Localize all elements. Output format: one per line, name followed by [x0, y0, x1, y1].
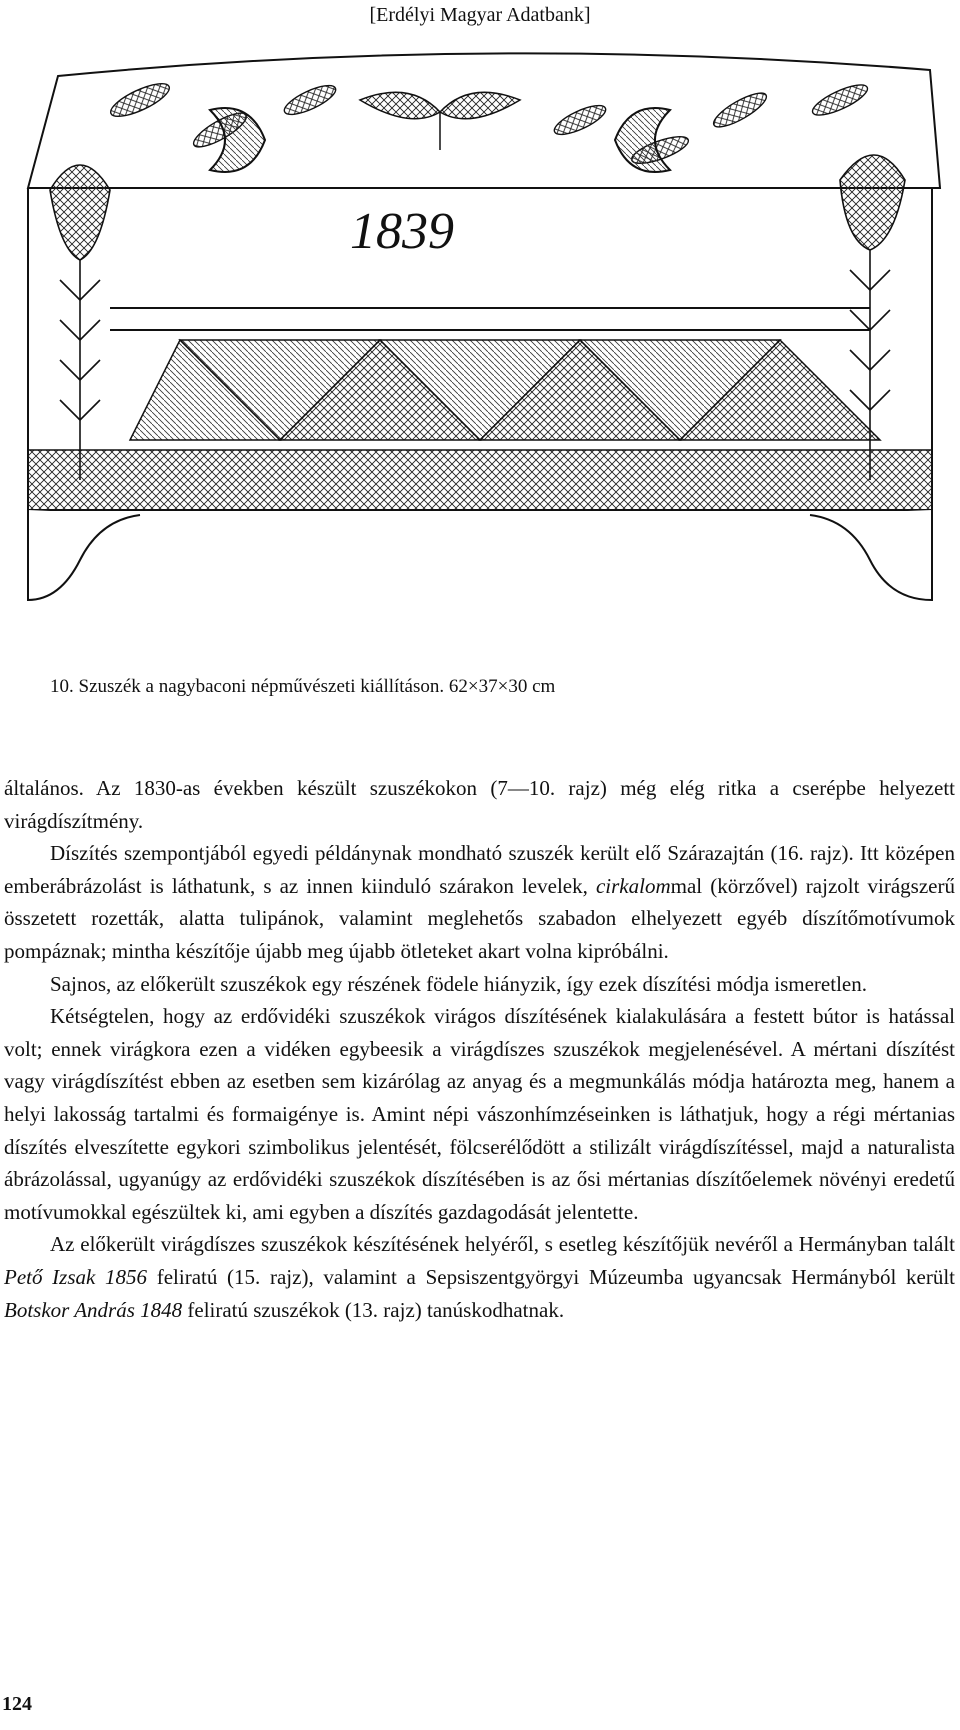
- paragraph: [4, 837, 955, 967]
- chest-drawing: [20, 40, 950, 670]
- text-run: Az előkerült virágdíszes szuszékok készítésének helyéről, s esetleg készítőjük nevéről a Hermányban talált: [50, 1232, 955, 1257]
- tulip-left: [50, 165, 110, 480]
- text-run: Sajnos, az előkerült szuszékok egy részének födele hiányzik, így ezek díszítési módja ismeretlen.: [50, 971, 867, 996]
- paragraph: [4, 1000, 955, 1228]
- leg-right: [810, 510, 932, 600]
- italic-run: Pető Izsak 1856: [4, 1264, 148, 1289]
- text-run: mal (körzővel) rajzolt virágszerű összetett rozetták, alatta tulipánok, valamint meglehetős szabadon elhelyezett egyéb díszítőmotívumok pompáznak; mintha készítője újabb meg újabb ötleteket akart volna kipróbálni.: [4, 873, 955, 963]
- text-run: Kétségtelen, hogy az erdővidéki szuszékok virágos díszítésének kialakulására a festett bútor is hatással volt; ennek virágkora ezen a vidéken egybeesik a virágdíszes szuszékok megjelenésével. A mértani díszítést vagy virágdíszítést ebben az esetben sem kizárólag az anyag és a megmunkálás módja határozta meg, hanem a helyi lakosság tartalmi és formaigénye is. Amint népi vászonhímzéseinken is láthatjuk, hogy a régi mértanias díszítés elveszítette egykori szimbolikus jelentését, fölcserélődött a stilizált virágdíszítéssel, majd a naturalista ábrázolással, ugyanúgy az erdővidéki szuszékok díszítésében is az ősi mértanias díszítőelemek növényi eredetű motívumokkal egészültek ki, ami egyben a díszítés gazdagodását jelentette.: [4, 1004, 955, 1224]
- italic-run: cirkalom: [595, 873, 671, 898]
- body-text: [4, 772, 955, 1326]
- figure-caption: 10. Szuszék a nagybaconi népművészeti kiállításon. 62×37×30 cm: [50, 676, 556, 697]
- paragraph: [4, 1228, 955, 1326]
- date-inscription: 1839: [350, 203, 454, 260]
- triangle-band: [130, 340, 880, 440]
- paragraph: [4, 968, 955, 1001]
- text-run: feliratú szuszékok (13. rajz) tanúskodhatnak.: [182, 1297, 565, 1322]
- page-number: 124: [2, 1693, 32, 1715]
- text-run: általános. Az 1830-as években készült szuszékokon (7—10. rajz) még elég ritka a cserépbe helyezett virágdíszítmény.: [4, 776, 955, 833]
- text-run: feliratú (15. rajz), valamint a Sepsiszentgyörgyi Múzeumba ugyancsak Hermányból került: [147, 1264, 955, 1289]
- leg-left: [28, 510, 140, 600]
- paragraph: [4, 772, 955, 837]
- page-header: [Erdélyi Magyar Adatbank]: [369, 4, 591, 26]
- italic-run: Botskor András 1848: [4, 1297, 183, 1322]
- text-run: Díszítés szempontjából egyedi példánynak mondható szuszék került elő Szárazajtán (16. rajz). Itt középen emberábrázolást is láthatunk, s az innen kiinduló szárakon levelek,: [4, 841, 955, 898]
